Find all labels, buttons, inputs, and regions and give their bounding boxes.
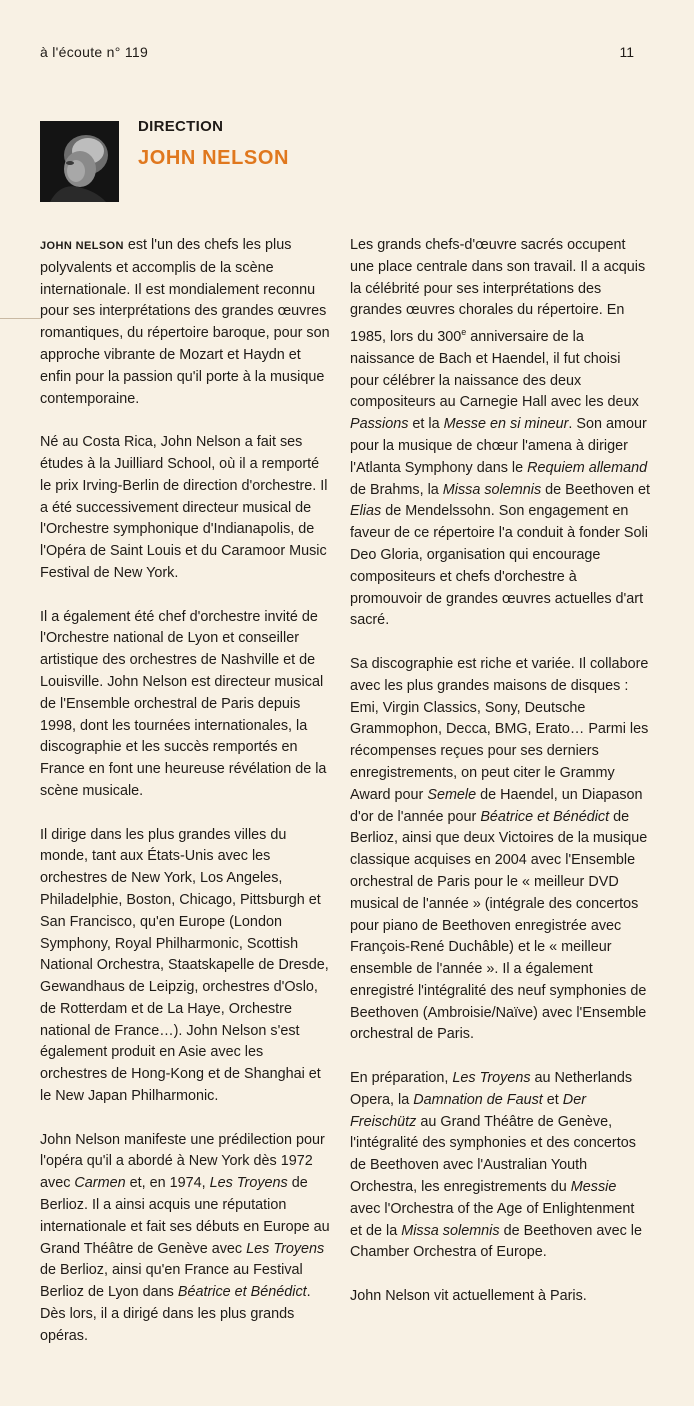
- page-number: 11: [619, 44, 634, 60]
- paragraph-text: et, en 1974,: [125, 1175, 210, 1192]
- paragraph-text: Les grands chefs-d'œuvre sacrés occupent une place centrale dans son travail. Il a acquis la célébrité pour ses interprétations des grandes œuvres chorales du répertoire. En 1985, lors du 300: [350, 237, 646, 345]
- paragraph: Il dirige dans les plus grandes villes du monde, tant aux États-Unis avec les orchestres de New York, Los Angeles, Philadelphie, Boston, Chicago, Pittsburgh et San Francisco, qu'en Europe (London Symphony, Royal Philharmonic, Scottish National Orchestra, Staatskapelle de Dresde, Gewandhaus de Leipzig, orchestres d'Oslo, de Rotterdam et de La Haye, Orchestre national de France…). John Nelson s'est également produit en Asie avec les orchestres de Hong-Kong et de Shanghai et le New Japan Philharmonic.: [40, 826, 329, 1105]
- paragraph-text: et la: [408, 416, 444, 433]
- work-title: Messie: [570, 1179, 617, 1196]
- paragraph: [40, 1130, 330, 1348]
- paragraph-text: de Beethoven et: [541, 481, 650, 498]
- paragraph-text: Sa discographie est riche et variée. Il collabore avec les plus grandes maisons de disques : Emi, Virgin Classics, Sony, Deutsche Grammophon, Decca, BMG, Erato… Parmi les récompenses reçues pour ses derniers enregistrements, on peut citer le Grammy Award pour: [350, 655, 649, 803]
- lead-name: JOHN NELSON: [40, 240, 124, 252]
- paragraph-text: est l'un des chefs les plus polyvalents et accomplis de la scène internationale. Il est mondialement reconnu pour ses interprétations des grandes œuvres romantiques, du répertoire baroque, pour son approche vibrante de Mozart et Haydn et enfin pour la passion qu'il porte à la musique contemporaine.: [40, 237, 330, 407]
- work-title: Béatrice et Bénédict: [480, 808, 610, 825]
- paragraph-text: de Haendel, un Diapason d'or de l'année pour: [350, 786, 643, 825]
- paragraph-text: . Dès lors, il a dirigé dans les plus grands opéras.: [40, 1284, 311, 1344]
- paragraph-text: de Berlioz, ainsi qu'en France au Festival Berlioz de Lyon dans: [40, 1262, 303, 1301]
- work-title: Passions: [350, 416, 409, 433]
- paragraph: [350, 235, 650, 632]
- work-title: Elias: [350, 503, 382, 520]
- paragraph-text: de Brahms, la: [350, 481, 443, 498]
- paragraph-text: En préparation,: [350, 1070, 453, 1087]
- right-column: [350, 235, 650, 1330]
- paragraph: Né au Costa Rica, John Nelson a fait ses études à la Juilliard School, où il a remporté le prix Irving-Berlin de direction d'orchestre. Il a été successivement directeur musical de l'Orchestre symphonique d'Indianapolis, de l'Opéra de Saint Louis et du Caramoor Music Festival de New York.: [40, 434, 328, 581]
- paragraph: [350, 1068, 650, 1264]
- paragraph-text: de Beethoven avec le Chamber Orchestra of Europe.: [350, 1222, 643, 1261]
- paragraph: [40, 235, 330, 410]
- work-title: Messe en si mineur: [443, 416, 569, 433]
- work-title: Semele: [427, 786, 477, 803]
- work-title: Carmen: [74, 1175, 126, 1192]
- left-column: [40, 235, 330, 1369]
- work-title: Requiem allemand: [527, 459, 648, 476]
- section-label: DIRECTION: [138, 118, 224, 135]
- paragraph: John Nelson vit actuellement à Paris.: [350, 1288, 587, 1305]
- work-title: Les Troyens: [452, 1070, 531, 1087]
- work-title: Les Troyens: [209, 1175, 288, 1192]
- paragraph: [350, 654, 650, 1046]
- paragraph-text: . Son amour pour la musique de chœur l'amena à diriger l'Atlanta Symphony dans le: [350, 416, 647, 476]
- conductor-name-title: JOHN NELSON: [138, 147, 290, 169]
- magazine-issue-label: à l'écoute n° 119: [40, 44, 149, 60]
- work-title: Missa solemnis: [442, 481, 542, 498]
- work-title: Béatrice et Bénédict: [177, 1284, 307, 1301]
- paragraph-text: avec l'Orchestra of the Age of Enlightenment et de la: [350, 1200, 635, 1239]
- paragraph-text: au Netherlands Opera, la: [350, 1070, 633, 1108]
- superscript: e: [461, 327, 467, 338]
- paragraph: Il a également été chef d'orchestre invité de l'Orchestre national de Lyon et conseiller artistique des orchestres de Nashville et de Louisville. John Nelson est directeur musical de l'Ensemble orchestral de Paris depuis 1998, dont les tournées internationales, la discographie et les succès remportés en France en font une heureuse révélation de la scène musicale.: [40, 608, 327, 799]
- paragraph-text: de Berlioz. Il a ainsi acquis une réputation internationale et fait ses débuts en Europe au Grand Théâtre de Genève avec: [40, 1175, 330, 1257]
- work-title: Missa solemnis: [401, 1222, 500, 1239]
- paragraph-text: de Berlioz, ainsi que deux Victoires de la musique classique acquises en 2004 avec l'Ensemble orchestral de Paris pour le « meilleur DVD musical de l'année » (intégrale des concertos pour piano de Beethoven enregistrée avec François-René Duchâble) et le « meilleur ensemble de l'année ». Il a également enregistré l'intégralité des neuf symphonies de Beethoven (Ambroisie/Naïve) avec l'Ensemble orchestral de Paris.: [350, 808, 648, 1043]
- work-title: Der Freischütz: [350, 1091, 586, 1130]
- paragraph-text: anniversaire de la naissance de Bach et Haendel, il fut choisi pour célébrer la naissance des deux compositeurs au Carnegie Hall avec les deux: [350, 328, 639, 411]
- paragraph-text: de Mendelssohn. Son engagement en faveur de ce répertoire l'a conduit à fonder Soli Deo Gloria, organisation qui encourage compositeurs et chefs d'orchestre à promouvoir de grandes œuvres actuelles d'art sacré.: [350, 503, 648, 629]
- paragraph-text: et: [542, 1091, 563, 1108]
- work-title: Les Troyens: [246, 1240, 325, 1257]
- paragraph-text: John Nelson manifeste une prédilection pour l'opéra qu'il a abordé à New York dès 1972 avec: [40, 1131, 325, 1192]
- conductor-photo: [40, 121, 119, 202]
- work-title: Damnation de Faust: [413, 1091, 543, 1108]
- fold-mark: [0, 318, 42, 319]
- paragraph-text: au Grand Théâtre de Genève, l'intégralité des symphonies et des concertos de Beethoven avec l'Australian Youth Orchestra, les enregistrements du: [350, 1113, 636, 1196]
